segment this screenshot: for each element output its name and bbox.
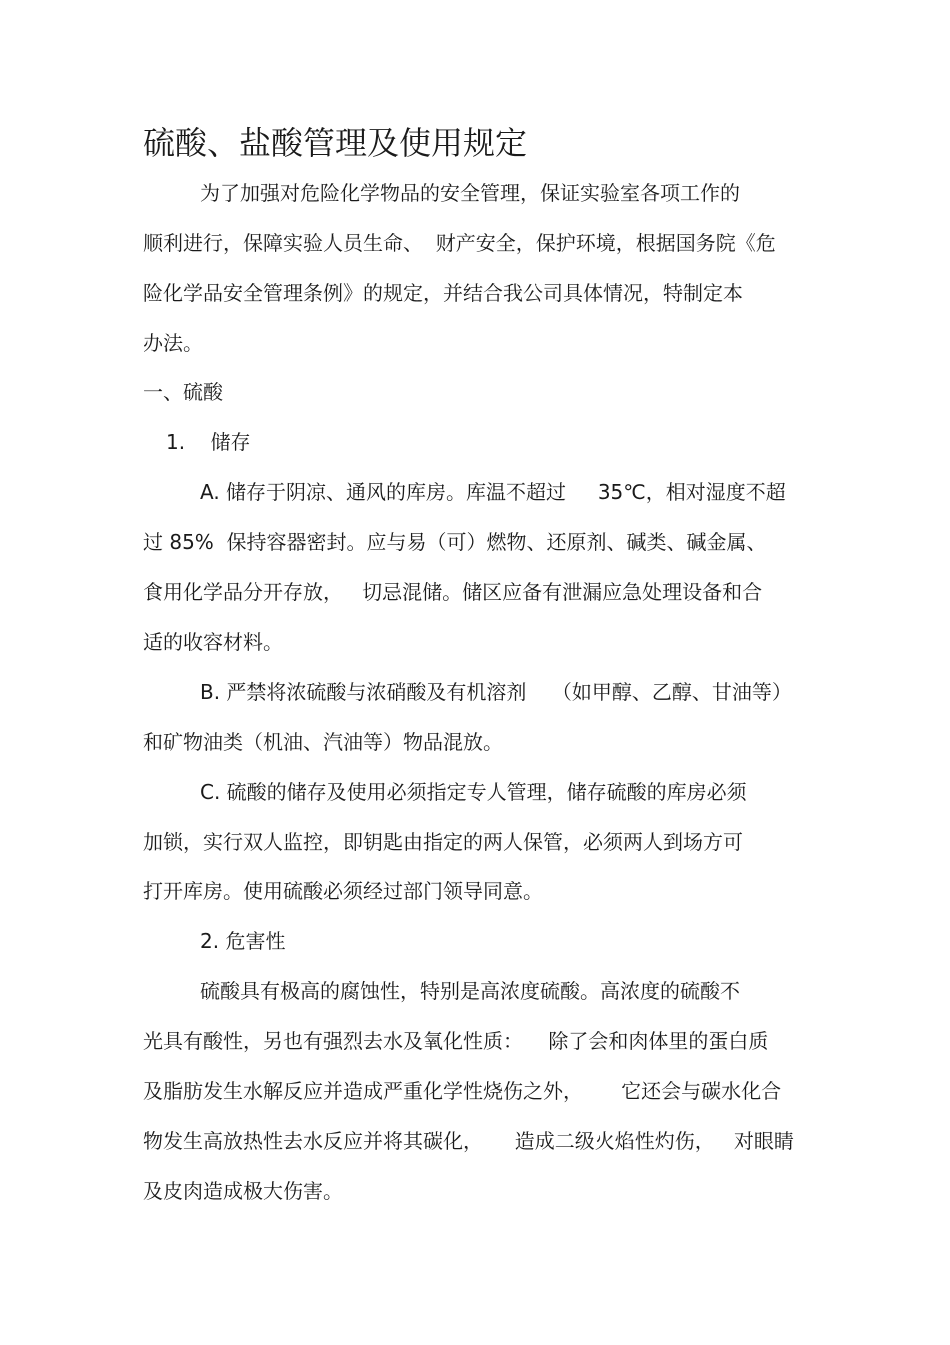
paragraph-line: 打开库房。使用硫酸必须经过部门领导同意。 (143, 879, 543, 903)
paragraph-line: 办法。 (143, 331, 203, 355)
subsection-heading: 2. 危害性 (200, 929, 286, 953)
subsection-heading: 1. 储存 (166, 430, 251, 454)
document-title: 硫酸、盐酸管理及使用规定 (143, 124, 528, 162)
paragraph-line: C. 硫酸的储存及使用必须指定专人管理，储存硫酸的库房必须 (200, 780, 747, 804)
paragraph-line: 险化学品安全管理条例》的规定，并结合我公司具体情况，特制定本 (143, 281, 743, 305)
paragraph-line: 顺利进行，保障实验人员生命、 财产安全，保护环境，根据国务院《危 (143, 231, 776, 255)
paragraph-line: 及皮肉造成极大伤害。 (143, 1179, 343, 1203)
paragraph-line: 光具有酸性，另也有强烈去水及氧化性质： 除了会和肉体里的蛋白质 (143, 1029, 769, 1053)
paragraph-line: 过 85% 保持容器密封。应与易（可）燃物、还原剂、碱类、碱金属、 (143, 530, 767, 554)
paragraph-line: 为了加强对危险化学物品的安全管理，保证实验室各项工作的 (200, 181, 740, 205)
paragraph-line: 物发生高放热性去水反应并将其碳化， 造成二级火焰性灼伤， 对眼睛 (143, 1129, 794, 1153)
paragraph-line: 硫酸具有极高的腐蚀性，特别是高浓度硫酸。高浓度的硫酸不 (200, 979, 740, 1003)
paragraph-line: 适的收容材料。 (143, 630, 283, 654)
paragraph-line: 食用化学品分开存放， 切忌混储。储区应备有泄漏应急处理设备和合 (143, 580, 763, 604)
paragraph-line: 加锁，实行双人监控，即钥匙由指定的两人保管，必须两人到场方可 (143, 830, 743, 854)
section-heading: 一、硫酸 (143, 380, 223, 404)
paragraph-line: 和矿物油类（机油、汽油等）物品混放。 (143, 730, 503, 754)
paragraph-line: 及脂肪发生水解反应并造成严重化学性烧伤之外， 它还会与碳水化合 (143, 1079, 782, 1103)
paragraph-line: B. 严禁将浓硫酸与浓硝酸及有机溶剂 （如甲醇、乙醇、甘油等） (200, 680, 792, 704)
paragraph-line: A. 储存于阴凉、通风的库房。库温不超过 35℃，相对湿度不超 (200, 480, 786, 504)
